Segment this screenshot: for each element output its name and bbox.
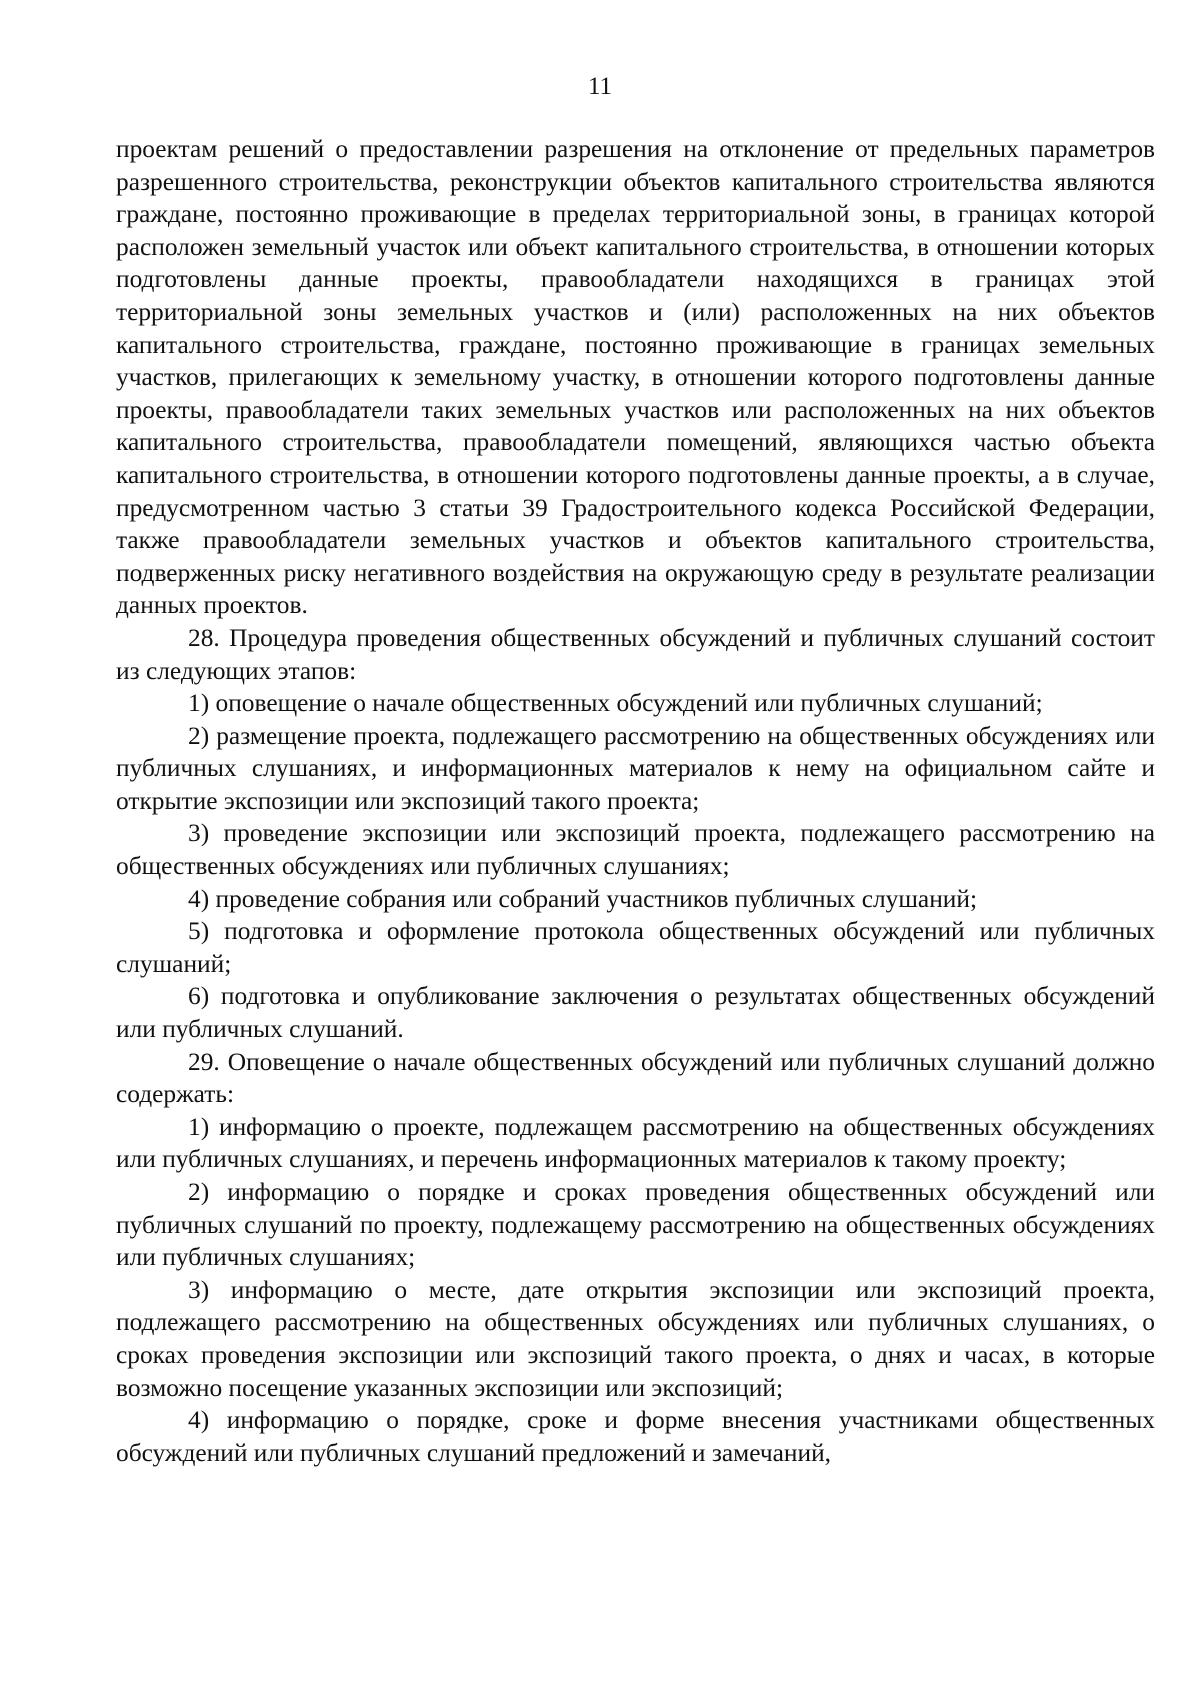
list-item-28-4: 4) проведение собрания или собраний участников публичных слушаний; (188, 884, 978, 913)
list-item-29-1: 1) информацию о проекте, подлежащем рассмотрению на общественных обсуждениях или публичных слушаниях, и перечень информационных материалов к такому проекту; (116, 1112, 1155, 1174)
list-item-29-4: 4) информацию о порядке, сроке и форме внесения участниками общественных обсуждений или публичных слушаний предложений и замечаний, (116, 1406, 1155, 1467)
page-number: 11 (587, 73, 613, 100)
list-item-28-5: 5) подготовка и оформление протокола общественных обсуждений или публичных слушаний; (116, 917, 1155, 978)
list-item-28-1: 1) оповещение о начале общественных обсуждений или публичных слушаний; (188, 689, 1043, 718)
paragraph-item-28: 28. Процедура проведения общественных обсуждений и публичных слушаний состоит из следующих этапов: (116, 623, 1155, 685)
list-item-29-2: 2) информацию о порядке и сроках проведения общественных обсуждений или публичных слушаний по проекту, подлежащему рассмотрению на общественных обсуждениях или публичных слушаниях; (116, 1178, 1155, 1272)
list-item-28-6: 6) подготовка и опубликование заключения о результатах общественных обсуждений или публичных слушаний. (116, 982, 1155, 1044)
document-body (116, 133, 1155, 1469)
paragraph-item-29: 29. Оповещение о начале общественных обсуждений или публичных слушаний должно содержать: (116, 1047, 1155, 1109)
list-item-29-3: 3) информацию о месте, дате открытия экспозиции или экспозиций проекта, подлежащего рассмотрению на общественных обсуждениях или публичных слушаниях, о сроках проведения экспозиции или экспозиций такого проекта, о днях и часах, в которые возможно посещение указанных экспозиции или экспозиций; (116, 1275, 1155, 1402)
paragraph-continuation: проектам решений о предоставлении разрешения на отклонение от предельных параметров разрешенного строительства, реконструкции объектов капитального строительства являются граждане, постоянно проживающие в пределах территориальной зоны, в границах которой расположен земельный участок или объект капитального строительства, в отношении которых подготовлены данные проекты, правообладатели находящихся в границах этой территориальной зоны земельных участков и (или) расположенных на них объектов капитального строительства, граждане, постоянно проживающие в границах земельных участков, прилегающих к земельному участку, в отношении которого подготовлены данные проекты, правообладатели таких земельных участков или расположенных на них объектов капитального строительства, правообладатели помещений, являющихся частью объекта капитального строительства, в отношении которого подготовлены данные проекты, а в случае, предусмотренном частью 3 статьи 39 Градостроительного кодекса Российской Федерации, также правообладатели земельных участков и объектов капитального строительства, подверженных риску негативного воздействия на окружающую среду в результате реализации данных проектов. (116, 135, 1155, 620)
list-item-28-3: 3) проведение экспозиции или экспозиций проекта, подлежащего рассмотрению на общественных обсуждениях или публичных слушаниях; (116, 819, 1155, 881)
list-item-28-2: 2) размещение проекта, подлежащего рассмотрению на общественных обсуждениях или публичных слушаниях, и информационных материалов к нему на официальном сайте и открытие экспозиции или экспозиций такого проекта; (116, 721, 1155, 815)
